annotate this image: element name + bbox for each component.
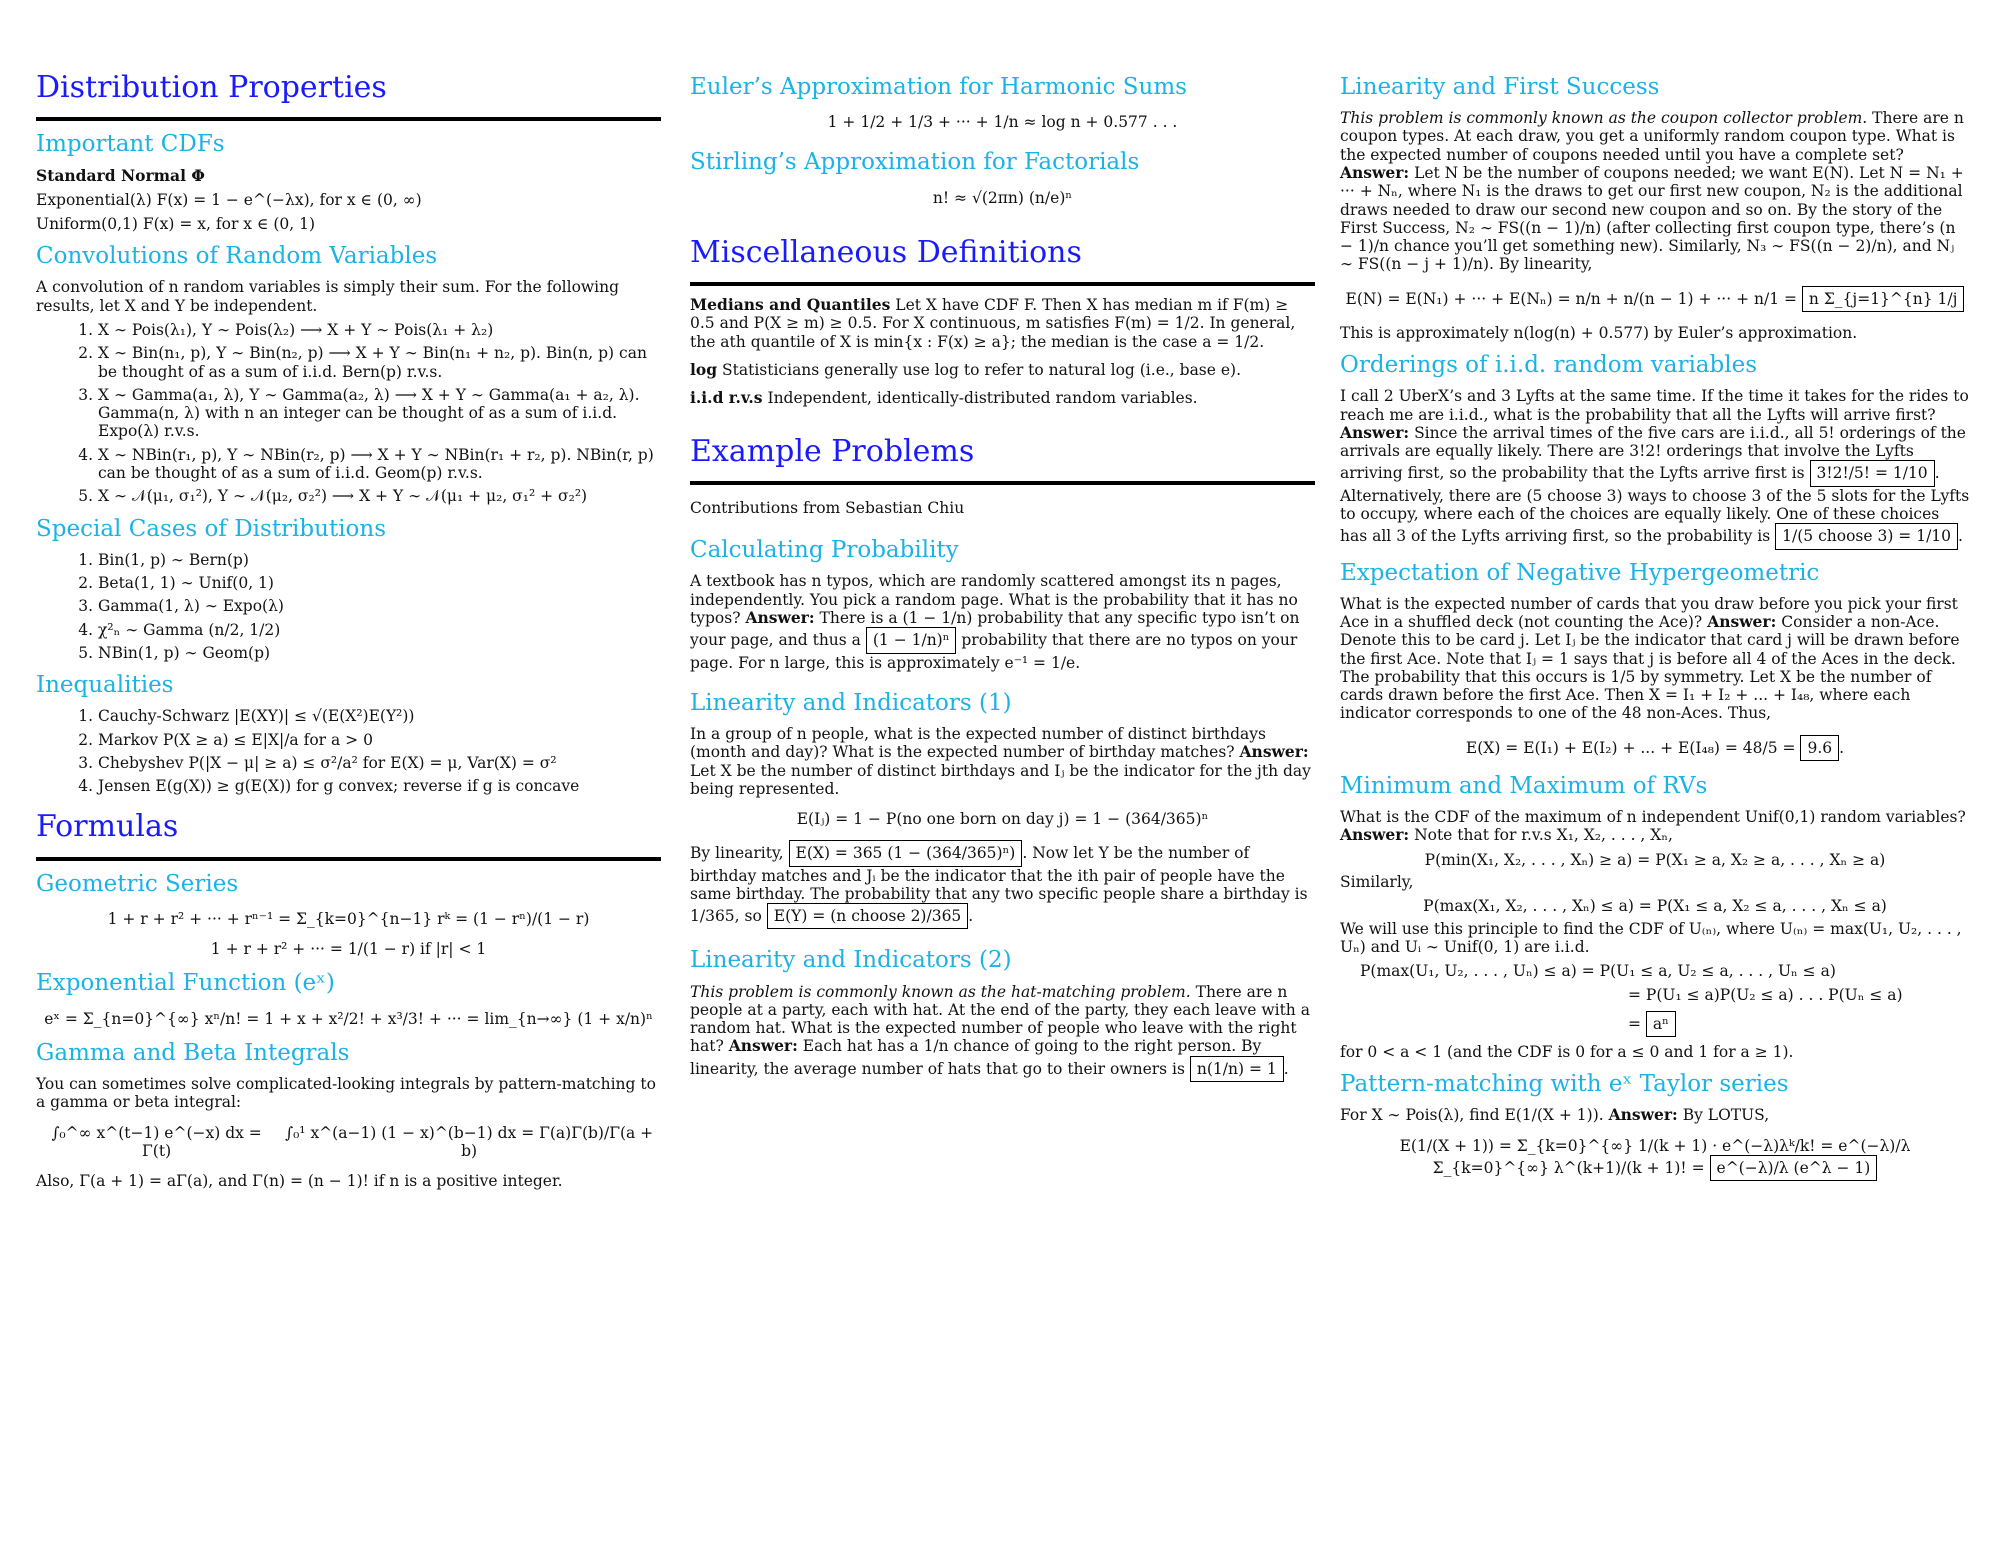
subsection-linearity-2: Linearity and Indicators (2) [690,947,1012,974]
list-item: 3. X ∼ Gamma(a₁, λ), Y ∼ Gamma(a₂, λ) ⟶ X + Y ∼ Gamma(a₁ + a₂, λ). Gamma(n, λ) with n an integer can be thought of as a sum of i.i.d. Expo(λ) r.v.s. [98,386,661,441]
subsection-first-success: Linearity and First Success [1340,74,1660,100]
lin1-paragraph [690,725,1315,798]
subsection-geometric-series: Geometric Series [36,870,239,897]
cdf-uniform: Uniform(0,1) F(x) = x, for x ∈ (0, 1) [36,215,316,234]
def-text: Independent, identically-distributed random variables. [767,389,1198,408]
subsection-orderings: Orderings of i.i.d. random variables [1340,352,1758,379]
subsection-inequalities: Inequalities [36,672,174,699]
lin2-paragraph: This problem is commonly known as the hat-matching problem. There are n people at a party, each with hat. At the end of the party, they each leave with a random hat. What is the expected number of people who leave with the right hat? Answer: Each hat has a 1/n chance of going to the right person. By linearity, the average number of hats that go to their owners is n(1/n) = 1 . [690,983,1315,1082]
first-answer-box: n Σ_{j=1}^{n} 1/j [1802,286,1965,312]
list-item: 2. Beta(1, 1) ∼ Unif(0, 1) [98,574,661,592]
answer-label: Answer: [745,607,815,627]
lin1-paragraph-2: By linearity, E(X) = 365 (1 − (364/365)ⁿ) . Now let Y be the number of birthday matches and Jᵢ be the indicator that the ith pair of people have the same birthday. The probability that any two specific people share a birthday is 1/365, so E(Y) = (n choose 2)/365 . [690,840,1315,929]
subsection-convolutions: Convolutions of Random Variables [36,243,438,270]
list-item: 1. Bin(1, p) ∼ Bern(p) [98,551,661,569]
mm-eq-1: P(min(X₁, X₂, . . . , Xₙ) ≥ a) = P(X₁ ≥ a, X₂ ≥ a, . . . , Xₙ ≥ a) [1424,850,1886,869]
def-text: Statisticians generally use log to refer to natural log (i.e., base e). [722,361,1242,380]
answer-label: Answer: [1608,1105,1678,1125]
euler-eq: 1 + 1/2 + 1/3 + ··· + 1/n ≈ log n + 0.577 . . . [827,113,1178,132]
pat-question: For X ∼ Pois(λ), find E(1/(X + 1)). [1340,1106,1604,1125]
mm-eq-5: = aⁿ [1360,1011,1970,1037]
lin1-text: By linearity, [690,844,784,863]
subsection-important-cdfs: Important CDFs [36,131,225,158]
answer-label: Answer: [1340,162,1410,182]
gamma-after: Also, Γ(a + 1) = aΓ(a), and Γ(n) = (n − 1)! if n is a positive integer. [36,1172,563,1191]
gamma-intro: You can sometimes solve complicated-looking integrals by pattern-matching to a gamma or beta integral: [36,1074,656,1112]
special-cases-list [36,551,661,662]
section-title-distribution-properties: Distribution Properties [36,70,661,121]
mm-eq-2: P(max(X₁, X₂, . . . , Xₙ) ≤ a) = P(X₁ ≤ a, X₂ ≤ a, . . . , Xₙ ≤ a) [1423,897,1887,916]
mm-question: What is the CDF of the maximum of n independent Unif(0,1) random variables? [1340,808,1966,827]
lin1-eq: E(Iⱼ) = 1 − P(no one born on day j) = 1 − (364/365)ⁿ [796,810,1209,829]
calc-question: A textbook has n typos, which are randomly scattered amongst its n pages, independently. You pick a random page. What is the probability that it has no typos? [690,572,1298,627]
list-item: 4. X ∼ NBin(r₁, p), Y ∼ NBin(r₂, p) ⟶ X + Y ∼ NBin(r₁ + r₂, p). NBin(r, p) can be thought of as a sum of i.i.d. Geom(p) r.v.s. [98,446,661,483]
neg-eq-text: E(X) = E(I₁) + E(I₂) + ... + E(I₄₈) = 48/5 = [1465,738,1796,757]
calc-text: There is a (1 − 1/n) probability that any specific typo isn’t on your page, and thus a [690,608,1300,650]
def-term: log [690,360,718,380]
exponential-eq: eˣ = Σ_{n=0}^{∞} xⁿ/n! = 1 + x + x²/2! + x³/3! + ··· = lim_{n→∞} (1 + x/n)ⁿ [44,1009,653,1028]
mm-derivation [1360,962,1970,1037]
section-title-examples: Example Problems [690,434,1315,485]
neg-question: What is the expected number of cards that you draw before you pick your first Ace in a shuffled deck (not counting the Ace)? [1340,594,1958,631]
geometric-series-eq-2: 1 + r + r² + ··· = 1/(1 − r) if |r| < 1 [210,940,487,959]
section-title-misc: Miscellaneous Definitions [690,235,1315,286]
def-medians [690,296,1315,351]
pat-paragraph [1340,1106,1970,1124]
lin2-question: There are n people at a party, each with hat. At the end of the party, they each leave with a random hat. What is the expected number of people who leave with the right hat? [690,982,1310,1056]
list-item: 2. X ∼ Bin(n₁, p), Y ∼ Bin(n₂, p) ⟶ X + Y ∼ Bin(n₁ + n₂, p). Bin(n, p) can be thought of as a sum of i.i.d. Bern(p) r.v.s. [98,344,661,381]
list-item: 3. Chebyshev P(|X − μ| ≥ a) ≤ σ²/a² for E(X) = μ, Var(X) = σ² [98,754,661,772]
subsection-exponential-function: Exponential Function (eˣ) [36,970,335,997]
first-question: There are n coupon types. At each draw, you get a uniformly random coupon type. What is the expected number of coupons needed until you have a complete set? [1340,109,1964,164]
def-term: i.i.d r.v.s [690,388,763,408]
def-log [690,361,1315,379]
subsection-negative-hypergeometric: Expectation of Negative Hypergeometric [1340,559,1820,586]
order-question: I call 2 UberX’s and 3 Lyfts at the same time. If the time it takes for the rides to reach me are i.i.d., what is the probability that all the Lyfts will arrive first? [1340,387,1969,424]
lin2-intro: This problem is commonly known as the hat-matching problem. [690,982,1191,1001]
neg-text: Consider a non-Ace. Denote this to be card j. Let Iⱼ be the indicator that card j will be drawn before the first Ace. Note that Iⱼ = 1 says that j is before all 4 of the Aces in the deck. The probability that this occurs is 1/5 by symmetry. Let X be the number of cards drawn before the first Ace. Then X = I₁ + I₂ + ... + I₄₈, where each indicator corresponds to one of the 48 non-Aces. Thus, [1340,613,1960,723]
list-item: 3. Gamma(1, λ) ∼ Expo(λ) [98,597,661,615]
mm-eq-3: P(max(U₁, U₂, . . . , Uₙ) ≤ a) = P(U₁ ≤ a, U₂ ≤ a, . . . , Uₙ ≤ a) [1360,962,1836,981]
first-intro: This problem is commonly known as the coupon collector problem. [1340,109,1868,128]
list-item: 5. X ∼ 𝒩(μ₁, σ₁²), Y ∼ 𝒩(μ₂, σ₂²) ⟶ X + Y ∼ 𝒩(μ₁ + μ₂, σ₁² + σ₂²) [98,487,661,505]
mm-text-3: We will use this principle to find the CDF of U₍ₙ₎, where U₍ₙ₎ = max(U₁, U₂, . . . , Uₙ) and Uᵢ ∼ Unif(0, 1) are i.i.d. [1340,919,1962,956]
neg-eq: E(X) = E(I₁) + E(I₂) + ... + E(I₄₈) = 48/5 = 9.6 . [1340,735,1970,761]
mm-paragraph [1340,808,1970,845]
answer-label: Answer: [1707,612,1777,631]
lin2-answer-box: n(1/n) = 1 [1190,1056,1284,1082]
gamma-beta-eqs [36,1124,661,1161]
first-note: This is approximately n(log(n) + 0.577) by Euler’s approximation. [1340,323,1858,342]
answer-label: Answer: [728,1036,798,1056]
def-iid [690,389,1315,407]
answer-label: Answer: [1340,825,1410,845]
subsection-gamma-beta: Gamma and Beta Integrals [36,1039,350,1066]
neg-answer-box: 9.6 [1800,735,1839,761]
calc-answer-box: (1 − 1/n)ⁿ [866,627,957,653]
list-item: 4. Jensen E(g(X)) ≥ g(E(X)) for g convex; reverse if g is concave [98,777,661,795]
mm-text: Note that for r.v.s X₁, X₂, . . . , Xₙ, [1414,826,1673,845]
column-2 [690,70,1315,1088]
subsection-min-max: Minimum and Maximum of RVs [1340,772,1708,799]
column-3 [1340,70,1970,1193]
column-1 [36,70,661,1196]
lin1-text: Let X be the number of distinct birthdays and Iⱼ be the indicator for the jth day being represented. [690,761,1311,798]
pat-eq-text: E(1/(X + 1)) = Σ_{k=0}^{∞} 1/(k + 1) · e^(−λ)λᵏ/k! = e^(−λ)/λ Σ_{k=0}^{∞} λ^(k+1)/(k + 1)! = [1399,1136,1911,1177]
convolutions-intro: A convolution of n random variables is simply their sum. For the following results, let X and Y be independent. [36,278,620,315]
contributions-note: Contributions from Sebastian Chiu [690,499,965,517]
subsection-stirling: Stirling’s Approximation for Factorials [690,149,1140,176]
mm-text-4: for 0 < a < 1 (and the CDF is 0 for a ≤ 0 and 1 for a ≥ 1). [1340,1042,1794,1061]
list-item: 1. Cauchy-Schwarz |E(XY)| ≤ √(E(X²)E(Y²)) [98,707,661,725]
beta-integral: ∫₀¹ x^(a−1) (1 − x)^(b−1) dx = Γ(a)Γ(b)/Γ(a + b) [285,1123,654,1160]
lin1-answer-box-2: E(Y) = (n choose 2)/365 [767,903,969,929]
cdf-standard-normal: Standard Normal Φ [36,165,205,185]
subsection-linearity-1: Linearity and Indicators (1) [690,689,1012,716]
list-item: 1. X ∼ Pois(λ₁), Y ∼ Pois(λ₂) ⟶ X + Y ∼ Pois(λ₁ + λ₂) [98,321,661,339]
pat-answer-box: e^(−λ)/λ (e^λ − 1) [1710,1155,1878,1181]
gamma-integral: ∫₀^∞ x^(t−1) e^(−x) dx = Γ(t) [51,1123,262,1160]
order-answer-box-2: 1/(5 choose 3) = 1/10 [1775,523,1958,549]
answer-label: Answer: [1239,742,1309,762]
lin1-question: In a group of n people, what is the expected number of distinct birthdays (month and day)? What is the expected number of birthday matches? [690,724,1266,762]
mm-similarly: Similarly, [1340,872,1414,891]
list-item: 5. NBin(1, p) ∼ Geom(p) [98,644,661,662]
order-text: . Alternatively, there are (5 choose 3) ways to choose 3 of the 5 slots for the Lyfts to occupy, where each of the choices are equally likely. One of these choices has all 3 of the Lyfts arriving first, so the probability is [1340,464,1970,546]
inequalities-list [36,707,661,795]
section-title-formulas: Formulas [36,809,661,860]
cdf-exponential: Exponential(λ) F(x) = 1 − e^(−λx), for x ∈ (0, ∞) [36,190,422,209]
pat-text: By LOTUS, [1682,1106,1770,1125]
first-eq-text: E(N) = E(N₁) + ··· + E(Nₙ) = n/n + n/(n − 1) + ··· + n/1 = [1345,289,1797,308]
lin2-text: Each hat has a 1/n chance of going to the right person. By linearity, the average number of hats that go to their owners is [690,1037,1262,1078]
first-text: Let N be the number of coupons needed; we want E(N). Let N = N₁ + ··· + Nₙ, where N₁ is the draws to get our first new coupon, N₂ is the additional draws needed to draw our second new coupon and so on. By the story of the First Success, N₂ ∼ FS((n − 1)/n) (after collecting first coupon type, there’s (n − 1)/n chance you’ll get something new). Similarly, N₃ ∼ FS((n − 2)/n), and Nⱼ ∼ FS((n − j + 1)/n). By linearity, [1340,163,1964,274]
mm-answer-box: aⁿ [1646,1011,1676,1037]
order-text: Since the arrival times of the five cars are i.i.d., all 5! orderings of the arrivals are equally likely. There are 3!2! orderings that involve the Lyfts arriving first, so the probability that the Lyfts arrive first is [1340,423,1966,483]
order-paragraph: I call 2 UberX’s and 3 Lyfts at the same time. If the time it takes for the rides to reach me are i.i.d., what is the probability that all the Lyfts will arrive first? Answer: Since the arrival times of the five cars are i.i.d., all 5! orderings of the arrivals are equally likely. There are 3!2! orderings that involve the Lyfts arriving first, so the probability that the Lyfts arrive first is 3!2!/5! = 1/10 . Alternatively, there are (5 choose 3) ways to choose 3 of the 5 slots for the Lyfts to occupy, where each of the choices are equally likely. One of these choices has all 3 of the Lyfts arriving first, so the probability is 1/(5 choose 3) = 1/10 . [1340,387,1970,549]
pat-eq [1340,1137,1970,1182]
subsection-calculating-probability: Calculating Probability [690,537,959,564]
subsection-euler: Euler’s Approximation for Harmonic Sums [690,74,1187,100]
subsection-pattern-matching: Pattern-matching with eˣ Taylor series [1340,1071,1789,1098]
calc-paragraph [690,572,1315,671]
list-item: 2. Markov P(X ≥ a) ≤ E|X|/a for a > 0 [98,731,661,749]
def-text: Let X have CDF F. Then X has median m if F(m) ≥ 0.5 and P(X ≥ m) ≥ 0.5. For X continuous, m satisfies F(m) = 1/2. In general, the ath quantile of X is min{x : F(x) ≥ a}; the median is the case a = 1/2. [690,296,1296,351]
order-answer-box-1: 3!2!/5! = 1/10 [1810,460,1935,486]
lin1-answer-box-1: E(X) = 365 (1 − (364/365)ⁿ) [789,840,1023,866]
mm-eq-4: = P(U₁ ≤ a)P(U₂ ≤ a) . . . P(Uₙ ≤ a) [1628,986,1903,1005]
first-paragraph [1340,109,1970,274]
neg-paragraph [1340,595,1970,723]
stirling-eq: n! ≈ √(2πn) (n/e)ⁿ [932,188,1073,207]
subsection-special-cases: Special Cases of Distributions [36,515,387,542]
geometric-series-eq-1: 1 + r + r² + ··· + rⁿ⁻¹ = Σ_{k=0}^{n−1} rᵏ = (1 − rⁿ)/(1 − r) [107,909,590,928]
def-term: Medians and Quantiles [690,295,891,315]
convolutions-list [36,321,661,506]
calc-text: probability that there are no typos on your page. For n large, this is approximately e⁻¹ = 1/e. [690,631,1298,672]
list-item: 4. χ²ₙ ∼ Gamma (n/2, 1/2) [98,621,661,639]
lin1-text: . Now let Y be the number of birthday matches and Jᵢ be the indicator that the ith pair of people have the same birthday. The probability that any two specific people share a birthday is 1/365, so [690,844,1308,926]
first-eq [1340,286,1970,312]
answer-label: Answer: [1340,422,1410,442]
